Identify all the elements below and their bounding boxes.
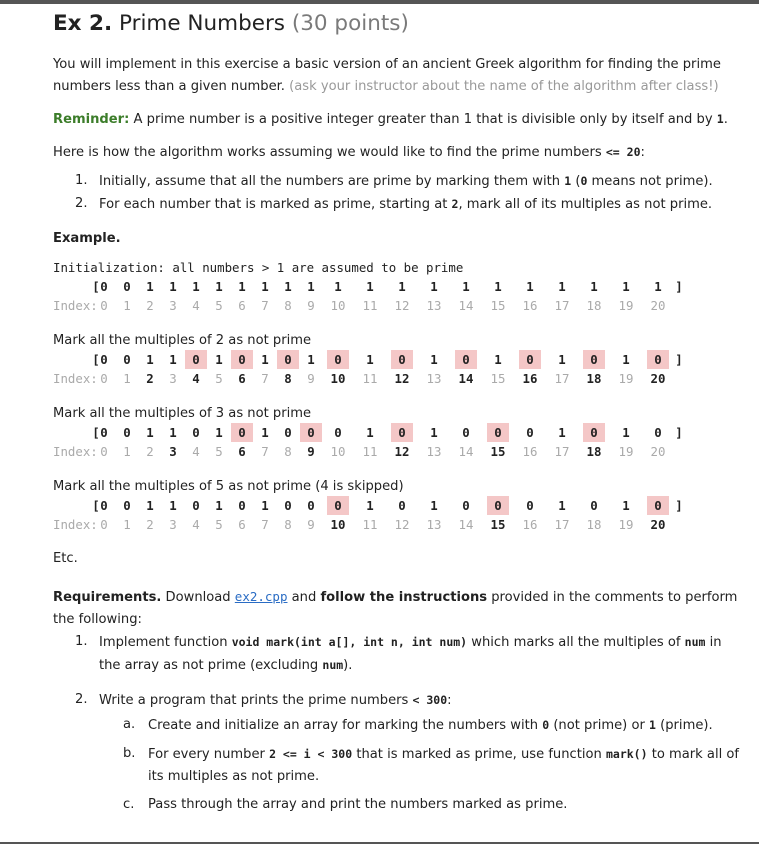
array-cell: 1 xyxy=(526,279,534,294)
index-row xyxy=(53,369,743,388)
index-cell: 15 xyxy=(490,371,506,386)
index-cell: 17 xyxy=(554,444,570,459)
array-cell: 0 xyxy=(526,498,534,513)
array-cell: 0 xyxy=(398,498,406,513)
index-cell: 2 xyxy=(146,371,154,386)
example-tables xyxy=(53,258,743,534)
init-caption: Initialization: all numbers > 1 are assumed to be prime xyxy=(53,260,464,275)
array-cell: 0 xyxy=(300,423,322,442)
index-cell: 11 xyxy=(362,517,378,532)
index-cell: 15 xyxy=(490,444,506,459)
index-cell: 20 xyxy=(650,371,666,386)
index-cell: 11 xyxy=(362,444,378,459)
array-cell: 1 xyxy=(146,498,154,513)
array-cell: 0 xyxy=(327,496,349,515)
index-cell: 12 xyxy=(394,298,410,313)
array-block xyxy=(53,496,743,534)
array-cell: 0 xyxy=(192,425,200,440)
index-cell: 9 xyxy=(307,298,315,313)
index-cell: 16 xyxy=(522,371,538,386)
array-cell: 1 xyxy=(215,498,223,513)
index-cell: 19 xyxy=(618,298,634,313)
index-cell: 14 xyxy=(458,298,474,313)
index-label: Index: xyxy=(53,517,98,532)
step-item: 2. For each number that is marked as prime, starting at 2, mark all of its multiples as not prime. xyxy=(75,196,713,212)
subrequirement-item: b. For every number 2 <= i < 300 that is marked as prime, use function mark() to mark all of its multiples as not prime. xyxy=(123,746,739,784)
array-cell: 0 xyxy=(334,425,342,440)
index-cell: 6 xyxy=(238,517,246,532)
array-cell: 0 xyxy=(100,498,108,513)
index-row xyxy=(53,442,743,461)
index-cell: 19 xyxy=(618,517,634,532)
requirement-item: 2. Write a program that prints the prime numbers < 300: xyxy=(75,692,452,708)
index-cell: 6 xyxy=(238,444,246,459)
intro-paragraph: You will implement in this exercise a basic version of an ancient Greek algorithm for finding the prime numbers less than a given number. (ask your instructor about the name of the algorithm after class!) xyxy=(53,57,721,94)
open-bracket: [ xyxy=(92,498,100,513)
array-cell: 0 xyxy=(231,423,253,442)
index-cell: 4 xyxy=(192,298,200,313)
array-cell: 0 xyxy=(123,498,131,513)
array-cell: 1 xyxy=(261,425,269,440)
reminder-paragraph: Reminder: A prime number is a positive integer greater than 1 that is divisible only by itself and by 1. xyxy=(53,112,728,127)
index-cell: 10 xyxy=(330,517,346,532)
array-cell: 1 xyxy=(622,425,630,440)
index-cell: 1 xyxy=(123,298,131,313)
array-cell: 1 xyxy=(622,279,630,294)
subrequirement-item: c. Pass through the array and print the numbers marked as prime. xyxy=(123,797,568,812)
array-cell: 1 xyxy=(622,498,630,513)
array-cell: 1 xyxy=(307,352,315,367)
array-cell: 0 xyxy=(519,350,541,369)
array-cell: 1 xyxy=(430,425,438,440)
array-cell: 0 xyxy=(123,352,131,367)
top-rule xyxy=(0,0,759,4)
array-cell: 0 xyxy=(455,350,477,369)
index-cell: 3 xyxy=(169,517,177,532)
index-row xyxy=(53,515,743,534)
array-cell: 1 xyxy=(284,279,292,294)
array-cell: 0 xyxy=(487,423,509,442)
array-cell: 0 xyxy=(100,352,108,367)
index-cell: 13 xyxy=(426,517,442,532)
array-cell: 1 xyxy=(558,498,566,513)
requirements-sublist xyxy=(53,714,743,816)
index-cell: 5 xyxy=(215,371,223,386)
array-cell: 1 xyxy=(558,425,566,440)
array-cell: 1 xyxy=(169,425,177,440)
page-title: Ex 2. Prime Numbers (30 points) xyxy=(53,11,409,36)
array-cell: 0 xyxy=(487,496,509,515)
index-cell: 9 xyxy=(307,517,315,532)
array-cell: 1 xyxy=(494,279,502,294)
index-label: Index: xyxy=(53,371,98,386)
array-cell: 1 xyxy=(462,279,470,294)
index-cell: 10 xyxy=(330,444,346,459)
index-cell: 19 xyxy=(618,444,634,459)
index-cell: 7 xyxy=(261,298,269,313)
array-cell: 0 xyxy=(583,423,605,442)
index-cell: 0 xyxy=(100,298,108,313)
array-cell: 0 xyxy=(526,425,534,440)
index-cell: 4 xyxy=(192,517,200,532)
index-cell: 5 xyxy=(215,444,223,459)
index-cell: 9 xyxy=(307,444,315,459)
array-cell: 1 xyxy=(215,425,223,440)
index-cell: 10 xyxy=(330,371,346,386)
array-cell: 1 xyxy=(366,352,374,367)
index-cell: 8 xyxy=(284,371,292,386)
array-block xyxy=(53,277,743,315)
index-cell: 14 xyxy=(458,444,474,459)
index-cell: 16 xyxy=(522,444,538,459)
array-cell: 1 xyxy=(215,352,223,367)
index-cell: 1 xyxy=(123,444,131,459)
index-cell: 6 xyxy=(238,298,246,313)
requirements-paragraph: Requirements. Download ex2.cpp and follow the instructions provided in the comments to perform the following: xyxy=(53,589,738,627)
index-label: Index: xyxy=(53,444,98,459)
array-cell: 1 xyxy=(558,352,566,367)
step-item: 1. Initially, assume that all the numbers are prime by marking them with 1 (0 means not prime). xyxy=(75,173,713,189)
index-cell: 15 xyxy=(490,298,506,313)
index-cell: 19 xyxy=(618,371,634,386)
array-cell: 0 xyxy=(238,498,246,513)
index-cell: 8 xyxy=(284,298,292,313)
etc-text: Etc. xyxy=(53,551,78,566)
index-cell: 13 xyxy=(426,444,442,459)
array-cell: 0 xyxy=(654,425,662,440)
array-cell: 0 xyxy=(123,425,131,440)
array-cell: 1 xyxy=(215,279,223,294)
open-bracket: [ xyxy=(92,352,100,367)
array-cell: 1 xyxy=(261,352,269,367)
array-cell: 1 xyxy=(146,279,154,294)
array-cell: 1 xyxy=(430,498,438,513)
index-cell: 8 xyxy=(284,444,292,459)
array-cell: 1 xyxy=(334,279,342,294)
array-cell: 0 xyxy=(391,350,413,369)
index-label: Index: xyxy=(53,298,98,313)
array-cell: 1 xyxy=(494,352,502,367)
example-heading: Example. xyxy=(53,231,121,246)
index-cell: 20 xyxy=(650,444,666,459)
array-cell: 0 xyxy=(284,425,292,440)
subrequirement-item: a. Create and initialize an array for marking the numbers with 0 (not prime) or 1 (prime). xyxy=(123,717,713,733)
index-row xyxy=(53,296,743,315)
algorithm-steps xyxy=(53,170,743,216)
index-cell: 18 xyxy=(586,371,602,386)
index-cell: 10 xyxy=(330,298,346,313)
index-cell: 0 xyxy=(100,371,108,386)
index-cell: 17 xyxy=(554,298,570,313)
array-cell: 1 xyxy=(192,279,200,294)
requirements-list xyxy=(53,631,743,712)
array-cell: 0 xyxy=(192,498,200,513)
array-cell: 0 xyxy=(462,425,470,440)
index-cell: 12 xyxy=(394,517,410,532)
array-cell: 1 xyxy=(366,425,374,440)
array-cell: 1 xyxy=(430,279,438,294)
array-cell: 1 xyxy=(261,279,269,294)
index-cell: 14 xyxy=(458,371,474,386)
row-caption: Mark all the multiples of 3 as not prime xyxy=(53,406,312,421)
array-cell: 1 xyxy=(169,279,177,294)
index-cell: 4 xyxy=(192,371,200,386)
array-cell: 0 xyxy=(462,498,470,513)
index-cell: 5 xyxy=(215,517,223,532)
index-cell: 12 xyxy=(394,371,410,386)
array-block xyxy=(53,423,743,461)
close-bracket: ] xyxy=(675,352,683,367)
download-link[interactable]: ex2.cpp xyxy=(234,589,288,604)
array-values xyxy=(53,277,743,296)
index-cell: 20 xyxy=(650,517,666,532)
close-bracket: ] xyxy=(675,498,683,513)
array-cell: 1 xyxy=(366,498,374,513)
index-cell: 8 xyxy=(284,517,292,532)
open-bracket: [ xyxy=(92,279,100,294)
index-cell: 1 xyxy=(123,517,131,532)
array-cell: 1 xyxy=(590,279,598,294)
index-cell: 18 xyxy=(586,444,602,459)
index-cell: 12 xyxy=(394,444,410,459)
index-cell: 13 xyxy=(426,371,442,386)
index-cell: 0 xyxy=(100,444,108,459)
index-cell: 4 xyxy=(192,444,200,459)
index-cell: 16 xyxy=(522,298,538,313)
row-caption: Mark all the multiples of 5 as not prime (4 is skipped) xyxy=(53,479,404,494)
array-cell: 1 xyxy=(398,279,406,294)
index-cell: 20 xyxy=(650,298,666,313)
open-bracket: [ xyxy=(92,425,100,440)
array-values xyxy=(53,350,743,369)
index-cell: 7 xyxy=(261,444,269,459)
howto-paragraph: Here is how the algorithm works assuming we would like to find the prime numbers <= 20: xyxy=(53,145,645,160)
array-values xyxy=(53,423,743,442)
index-cell: 17 xyxy=(554,371,570,386)
index-cell: 9 xyxy=(307,371,315,386)
index-cell: 7 xyxy=(261,371,269,386)
index-cell: 11 xyxy=(362,371,378,386)
array-cell: 0 xyxy=(123,279,131,294)
index-cell: 15 xyxy=(490,517,506,532)
index-cell: 11 xyxy=(362,298,378,313)
array-cell: 0 xyxy=(647,496,669,515)
array-cell: 0 xyxy=(583,350,605,369)
index-cell: 18 xyxy=(586,517,602,532)
array-cell: 0 xyxy=(647,350,669,369)
array-cell: 0 xyxy=(327,350,349,369)
index-cell: 1 xyxy=(123,371,131,386)
index-cell: 16 xyxy=(522,517,538,532)
array-cell: 1 xyxy=(238,279,246,294)
array-cell: 1 xyxy=(558,279,566,294)
array-cell: 0 xyxy=(231,350,253,369)
array-cell: 1 xyxy=(366,279,374,294)
index-cell: 5 xyxy=(215,298,223,313)
index-cell: 3 xyxy=(169,298,177,313)
array-values xyxy=(53,496,743,515)
index-cell: 13 xyxy=(426,298,442,313)
array-cell: 1 xyxy=(430,352,438,367)
index-cell: 3 xyxy=(169,371,177,386)
array-cell: 0 xyxy=(277,350,299,369)
array-cell: 0 xyxy=(100,425,108,440)
close-bracket: ] xyxy=(675,279,683,294)
array-cell: 1 xyxy=(261,498,269,513)
array-cell: 0 xyxy=(590,498,598,513)
array-cell: 0 xyxy=(391,423,413,442)
array-block xyxy=(53,350,743,388)
array-cell: 1 xyxy=(622,352,630,367)
array-cell: 0 xyxy=(307,498,315,513)
array-cell: 0 xyxy=(100,279,108,294)
index-cell: 2 xyxy=(146,298,154,313)
index-cell: 17 xyxy=(554,517,570,532)
array-cell: 1 xyxy=(169,498,177,513)
array-cell: 1 xyxy=(307,279,315,294)
index-cell: 3 xyxy=(169,444,177,459)
close-bracket: ] xyxy=(675,425,683,440)
array-cell: 0 xyxy=(185,350,207,369)
array-cell: 1 xyxy=(654,279,662,294)
index-cell: 18 xyxy=(586,298,602,313)
array-cell: 1 xyxy=(146,425,154,440)
requirement-item: 1. Implement function void mark(int a[], int n, int num) which marks all the multiples of num in the array as not prime (excluding num). xyxy=(75,634,722,673)
index-cell: 14 xyxy=(458,517,474,532)
index-cell: 7 xyxy=(261,517,269,532)
row-caption: Mark all the multiples of 2 as not prime xyxy=(53,333,312,348)
array-cell: 1 xyxy=(146,352,154,367)
index-cell: 0 xyxy=(100,517,108,532)
index-cell: 2 xyxy=(146,517,154,532)
document-body xyxy=(53,9,743,816)
array-cell: 1 xyxy=(169,352,177,367)
array-cell: 0 xyxy=(284,498,292,513)
index-cell: 2 xyxy=(146,444,154,459)
index-cell: 6 xyxy=(238,371,246,386)
